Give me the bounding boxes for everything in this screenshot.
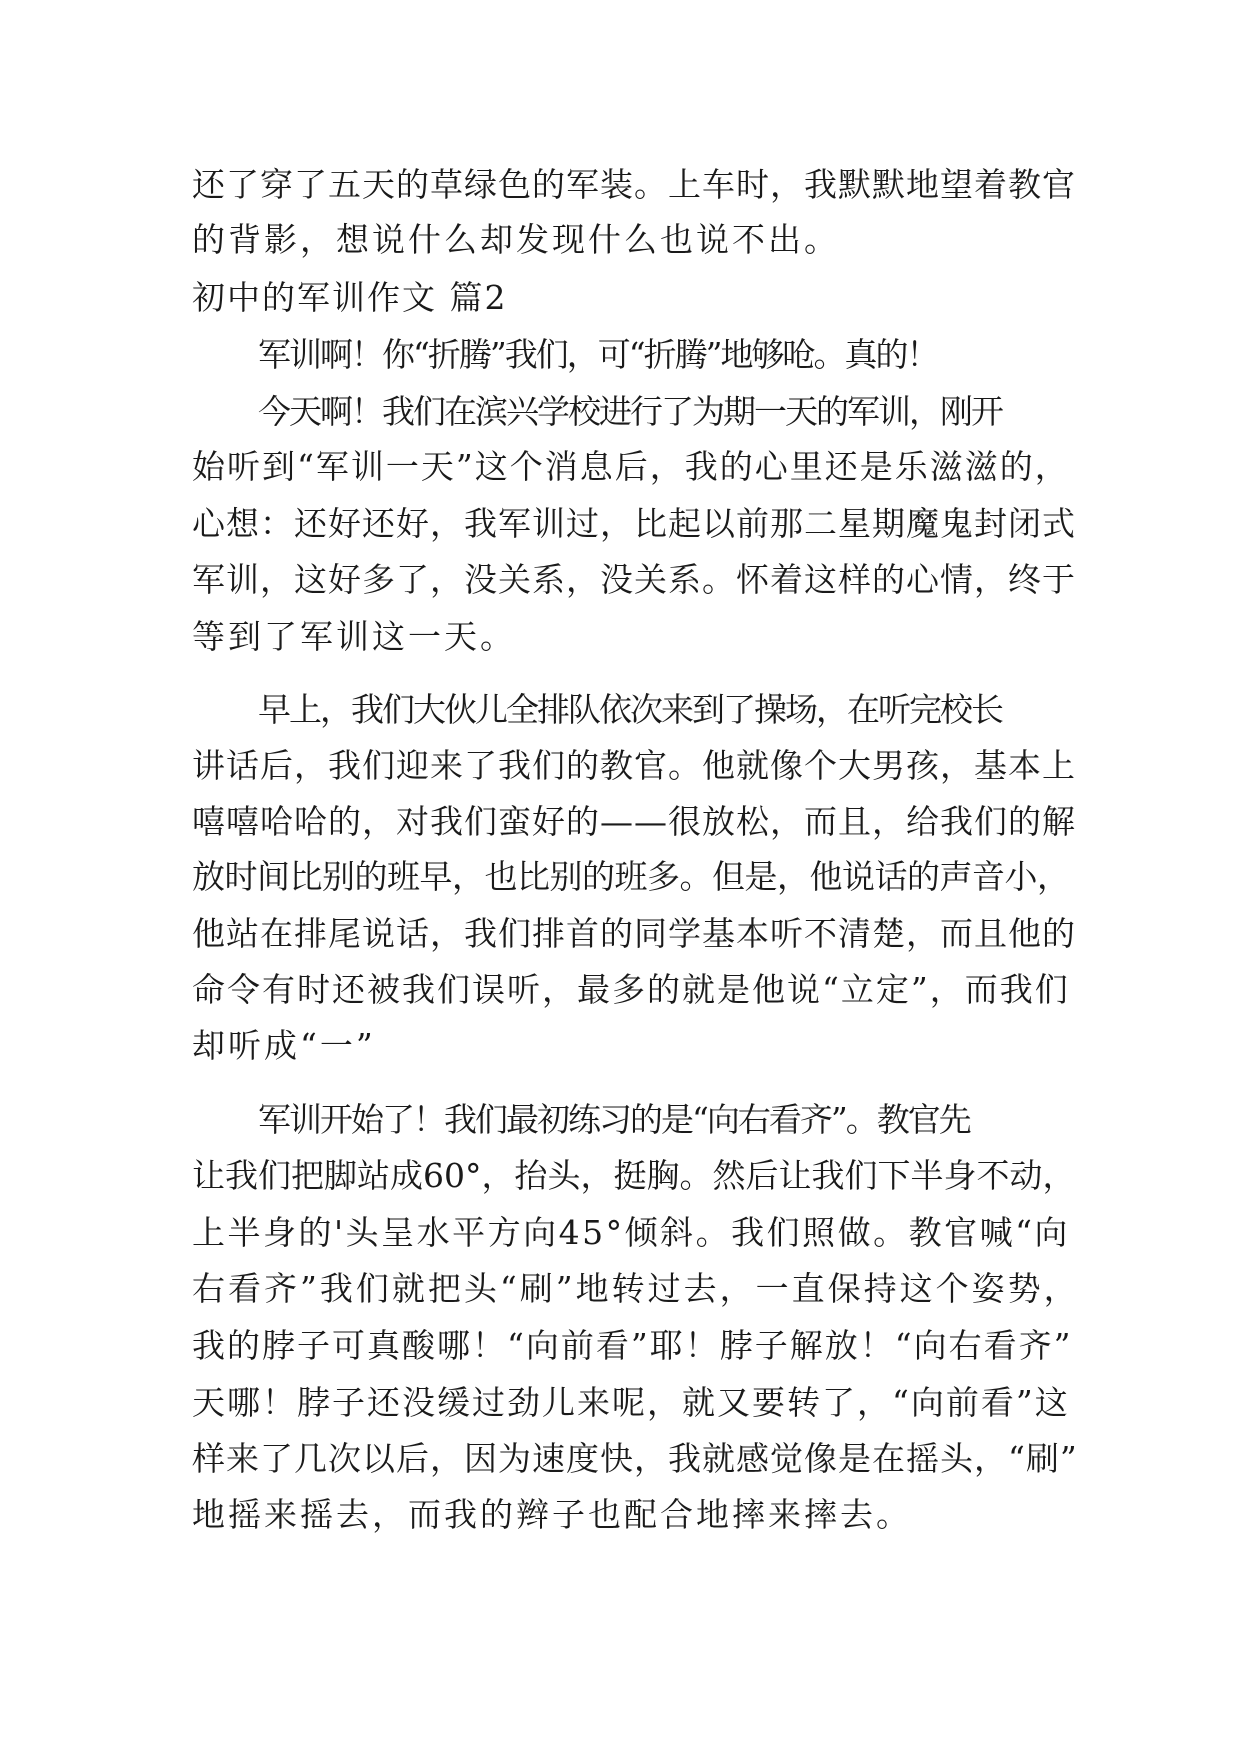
text-line: 军训，这好多了，没关系，没关系。怀着这样的心情，终于	[192, 560, 1076, 599]
text-line: 右看齐”我们就把头“刷”地转过去，一直保持这个姿势，	[192, 1269, 1080, 1308]
text-line: 始听到“军训一天”这个消息后，我的心里还是乐滋滋的，	[192, 447, 1070, 486]
text-line: 命令有时还被我们误听，最多的就是他说“立定”，而我们	[192, 970, 1070, 1009]
text-line: 军训啊！你“折腾”我们，可“折腾”地够呛。真的！	[258, 335, 938, 374]
text-line: 等到了军训这一天。	[192, 617, 516, 656]
text-line: 今天啊！我们在滨兴学校进行了为期一天的军训，刚开	[258, 392, 1002, 431]
text-line: 上半身的'头呈水平方向45°倾斜。我们照做。教官喊“向	[192, 1213, 1070, 1252]
text-line: 地摇来摇去，而我的辫子也配合地摔来摔去。	[192, 1495, 912, 1534]
text-line: 早上，我们大伙儿全排队依次来到了操场，在听完校长	[258, 690, 1002, 729]
text-line: 放时间比别的班早，也比别的班多。但是，他说话的声音小，	[192, 857, 1070, 896]
text-line: 让我们把脚站成60°，抬头，挺胸。然后让我们下半身不动，	[192, 1156, 1076, 1195]
text-line: 他站在排尾说话，我们排首的同学基本听不清楚，而且他的	[192, 914, 1076, 953]
text-line: 天哪！脖子还没缓过劲儿来呢，就又要转了，“向前看”这	[192, 1383, 1070, 1422]
text-line: 军训开始了！我们最初练习的是“向右看齐”。教官先	[258, 1100, 970, 1139]
text-line: 样来了几次以后，因为速度快，我就感觉像是在摇头，“刷”	[192, 1439, 1078, 1478]
text-line: 嘻嘻哈哈的，对我们蛮好的——很放松，而且，给我们的解	[192, 802, 1076, 841]
text-line: 我的脖子可真酸哪！“向前看”耶！脖子解放！“向右看齐”	[192, 1326, 1073, 1365]
text-line: 还了穿了五天的草绿色的军装。上车时，我默默地望着教官	[192, 165, 1076, 204]
text-line: 却听成“一”	[192, 1026, 376, 1065]
text-line: 的背影，想说什么却发现什么也说不出。	[192, 220, 840, 259]
text-line: 心想：还好还好，我军训过，比起以前那二星期魔鬼封闭式	[192, 504, 1076, 543]
text-line: 讲话后，我们迎来了我们的教官。他就像个大男孩，基本上	[192, 746, 1076, 785]
essay-title: 初中的军训作文 篇2	[192, 278, 508, 317]
